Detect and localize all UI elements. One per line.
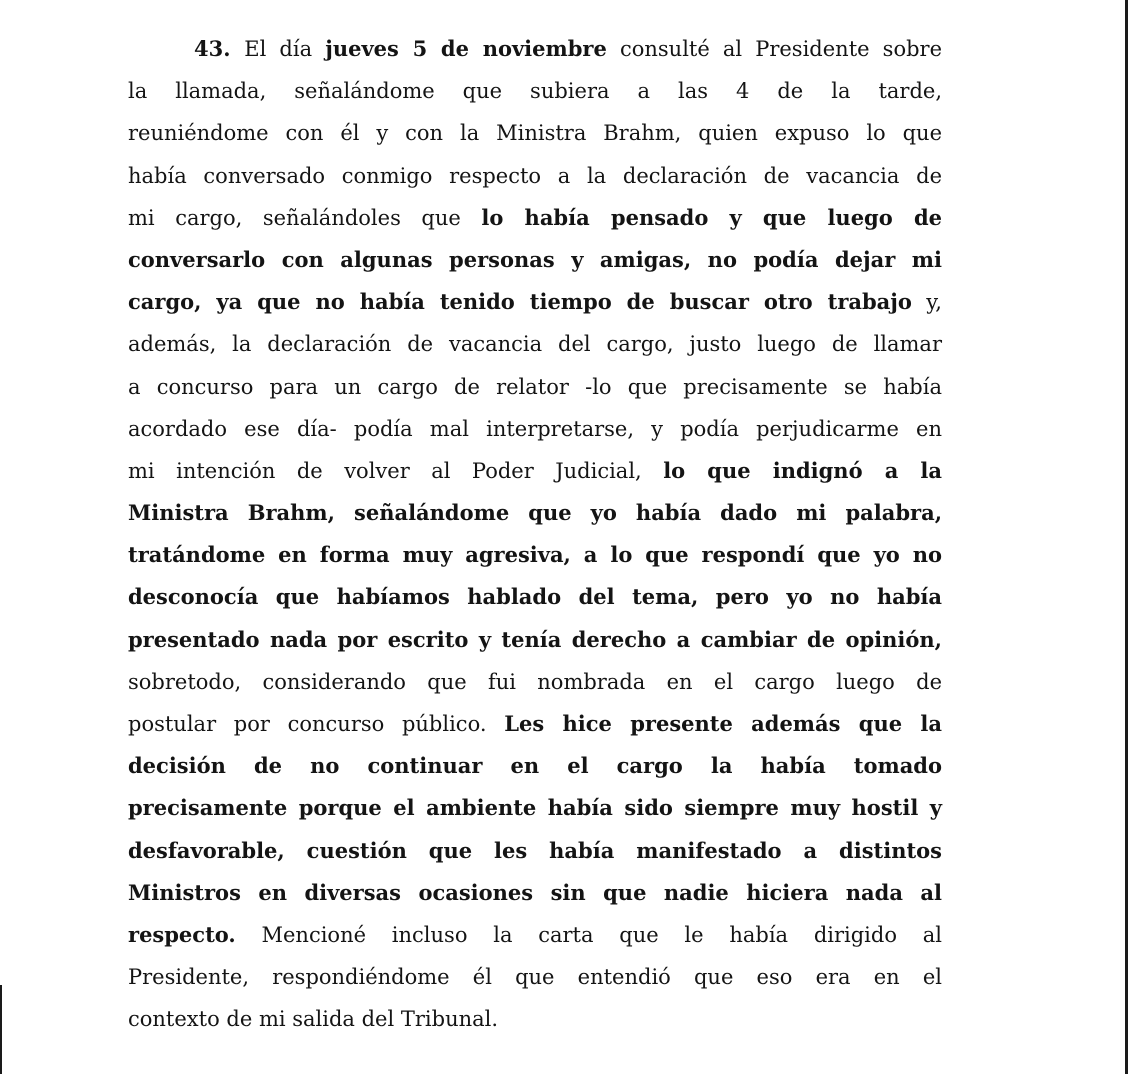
text-line (128, 70, 942, 112)
bold-text-run: respecto. (128, 921, 236, 947)
bold-text-run: desfavorable, cuestión que les había manifestado a distintos (128, 837, 942, 863)
bold-text-run: Ministros en diversas ocasiones sin que nadie hiciera nada al (128, 879, 942, 905)
text-line (128, 914, 942, 956)
text-line (128, 112, 942, 154)
bold-text-run: lo había pensado y que luego de (481, 204, 942, 230)
text-line (128, 956, 942, 998)
bold-text-run: lo que indignó a la (663, 457, 942, 483)
text-line (128, 998, 942, 1040)
bold-text-run: desconocía que habíamos hablado del tema, pero yo no había (128, 584, 942, 610)
scan-edge-line-right (1125, 0, 1128, 1074)
text-line (128, 239, 942, 281)
text-run: acordado ese día- podía mal interpretarse, y podía perjudicarme en (128, 416, 942, 441)
bold-text-run: 43. (194, 36, 245, 61)
text-line (128, 197, 942, 239)
bold-text-run: decisión de no continuar en el cargo la había tomado (128, 753, 942, 779)
paragraph-43 (128, 28, 942, 1041)
text-line (128, 661, 942, 703)
bold-text-run: jueves 5 de noviembre (325, 36, 607, 61)
text-line (128, 281, 942, 323)
text-line (128, 619, 942, 661)
text-run: contexto de mi salida del Tribunal. (128, 1007, 499, 1032)
text-run: mi cargo, señalándoles que (128, 205, 482, 230)
text-line (128, 830, 942, 872)
text-run: mi intención de volver al Poder Judicial, (128, 458, 664, 483)
text-run: Mencioné incluso la carta que le había dirigido al (235, 922, 942, 947)
scan-edge-line-left (0, 985, 2, 1074)
bold-text-run: tratándome en forma muy agresiva, a lo que respondí que yo no (128, 542, 942, 568)
text-line (128, 366, 942, 408)
text-run: sobretodo, considerando que fui nombrada en el cargo luego de (128, 669, 942, 694)
bold-text-run: precisamente porque el ambiente había sido siempre muy hostil y (128, 795, 942, 821)
bold-text-run: Ministra Brahm, señalándome que yo había dado mi palabra, (128, 500, 942, 526)
text-run: además, la declaración de vacancia del cargo, justo luego de llamar (128, 332, 942, 357)
text-line (128, 534, 942, 576)
text-run: consulté al Presidente sobre (606, 37, 942, 61)
text-run: y, (911, 290, 942, 315)
text-line (128, 155, 942, 197)
text-run: la llamada, señalándome que subiera a las 4 de la tarde, (128, 79, 942, 104)
text-line (128, 450, 942, 492)
text-run: reuniéndome con él y con la Ministra Brahm, quien expuso lo que (128, 121, 942, 146)
text-line (128, 872, 942, 914)
text-run: había conversado conmigo respecto a la declaración de vacancia de (128, 163, 942, 188)
text-line (128, 28, 942, 70)
text-run: El día (244, 37, 326, 61)
bold-text-run: cargo, ya que no había tenido tiempo de buscar otro trabajo (128, 289, 912, 315)
text-run: Presidente, respondiéndome él que entendió que eso era en el (128, 965, 942, 990)
text-line (128, 576, 942, 618)
text-line (128, 703, 942, 745)
bold-text-run: presentado nada por escrito y tenía derecho a cambiar de opinión, (128, 626, 942, 652)
text-line (128, 408, 942, 450)
text-run: a concurso para un cargo de relator -lo que precisamente se había (128, 374, 942, 399)
text-line (128, 492, 942, 534)
text-line (128, 323, 942, 365)
text-line (128, 787, 942, 829)
bold-text-run: Les hice presente además que la (504, 711, 943, 736)
bold-text-run: conversarlo con algunas personas y amigas, no podía dejar mi (128, 246, 942, 272)
text-line (128, 745, 942, 787)
text-run: postular por concurso público. (128, 712, 505, 736)
